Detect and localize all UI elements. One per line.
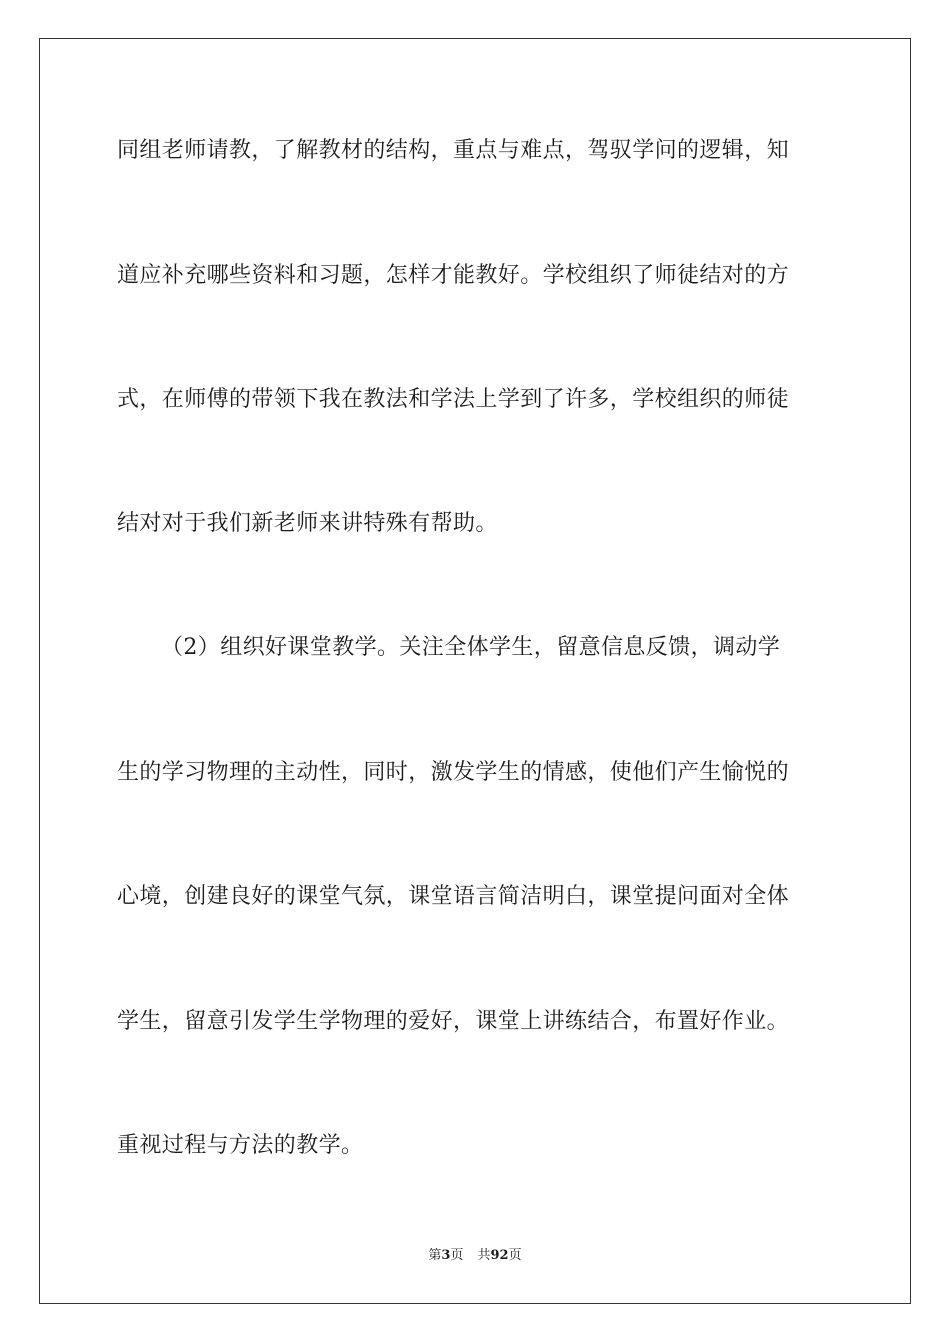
text-line-4: 结对对于我们新老师来讲特殊有帮助。 (117, 511, 498, 536)
page-footer (0, 1248, 950, 1264)
text-line-2: 道应补充哪些资料和习题，怎样才能教好。学校组织了师徒结对的方 (117, 263, 790, 288)
text-line-3: 式，在师傅的带领下我在教法和学法上学到了许多，学校组织的师徒 (117, 387, 790, 412)
page-number: 3 (441, 1248, 451, 1263)
text-line-5: （2）组织好课堂教学。关注全体学生，留意信息反馈，调动学 (161, 635, 781, 660)
text-line-8: 学生，留意引发学生学物理的爱好，课堂上讲练结合，布置好作业。 (117, 1009, 790, 1034)
text-line-1: 同组老师请教，了解教材的结构，重点与难点，驾驭学问的逻辑，知 (117, 138, 790, 163)
text-line-9: 重视过程与方法的教学。 (117, 1133, 364, 1158)
total-prefix: 共 (477, 1248, 491, 1263)
page-prefix: 第 (428, 1248, 442, 1263)
total-suffix: 页 (508, 1248, 522, 1263)
text-line-6: 生的学习物理的主动性，同时，激发学生的情感，使他们产生愉悦的 (117, 760, 790, 785)
total-pages: 92 (490, 1248, 509, 1263)
text-line-7: 心境，创建良好的课堂气氛，课堂语言简洁明白，课堂提问面对全体 (117, 884, 790, 909)
page-border (39, 38, 911, 1304)
page-suffix: 页 (450, 1248, 464, 1263)
